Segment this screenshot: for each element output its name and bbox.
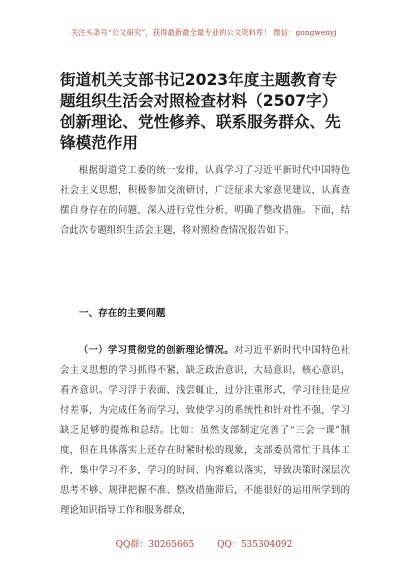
subsection-heading: （一）学习贯彻党的创新理论情况。 (78, 345, 234, 356)
subsection-paragraph (60, 341, 350, 521)
document-title: 街道机关支部书记2023年度主题教育专题组织生活会对照检查材料（2507字）创新理论、党性修养、联系服务群众、先锋模范作用 (60, 71, 341, 152)
section-heading: 一、存在的主要问题 (79, 308, 166, 319)
intro-paragraph: 根据街道党工委的统一安排，认真学习了习近平新时代中国特色社会主义思想，积极参加交流研讨，广泛征求大家意见建议，认真查摆自身存在的问题，深入进行党性分析，明确了整改措施。下面，结合此次专题组织生活会主题，将对照检查情况报告如下。 (60, 165, 350, 236)
top-banner: 关注头条号“公文研究”，获得最新最全最专业的公文资料库！ 微信：gongwenyj (71, 28, 337, 37)
subsection-body: 对习近平新时代中国特色社会主义思想的学习抓得不紧，缺乏政治意识，大局意识，核心意识，看齐意识。学习浮于表面、浅尝辄止，过分注重形式，学习往往是应付差事，为完成任务而学习，致使学习的系统性和针对性不强，学习缺乏足够的提炼和总结。比如：虽然支部制定完善了“三会一课”制度，但在具体落实上还存在时紧时松的现象，支部委员常忙于具体工作，集中学习不多，学习的时间、内容难以落实，导致决策时深层次思考不够、规律把握不准、整改措施滞后，不能很好的运用所学到的理论知识指导工作和服务群众， (60, 345, 350, 516)
footer-qq-group: QQ群：30265665 (115, 540, 195, 550)
footer-contact (0, 537, 408, 550)
footer-qq: QQ：535304092 (217, 540, 293, 550)
